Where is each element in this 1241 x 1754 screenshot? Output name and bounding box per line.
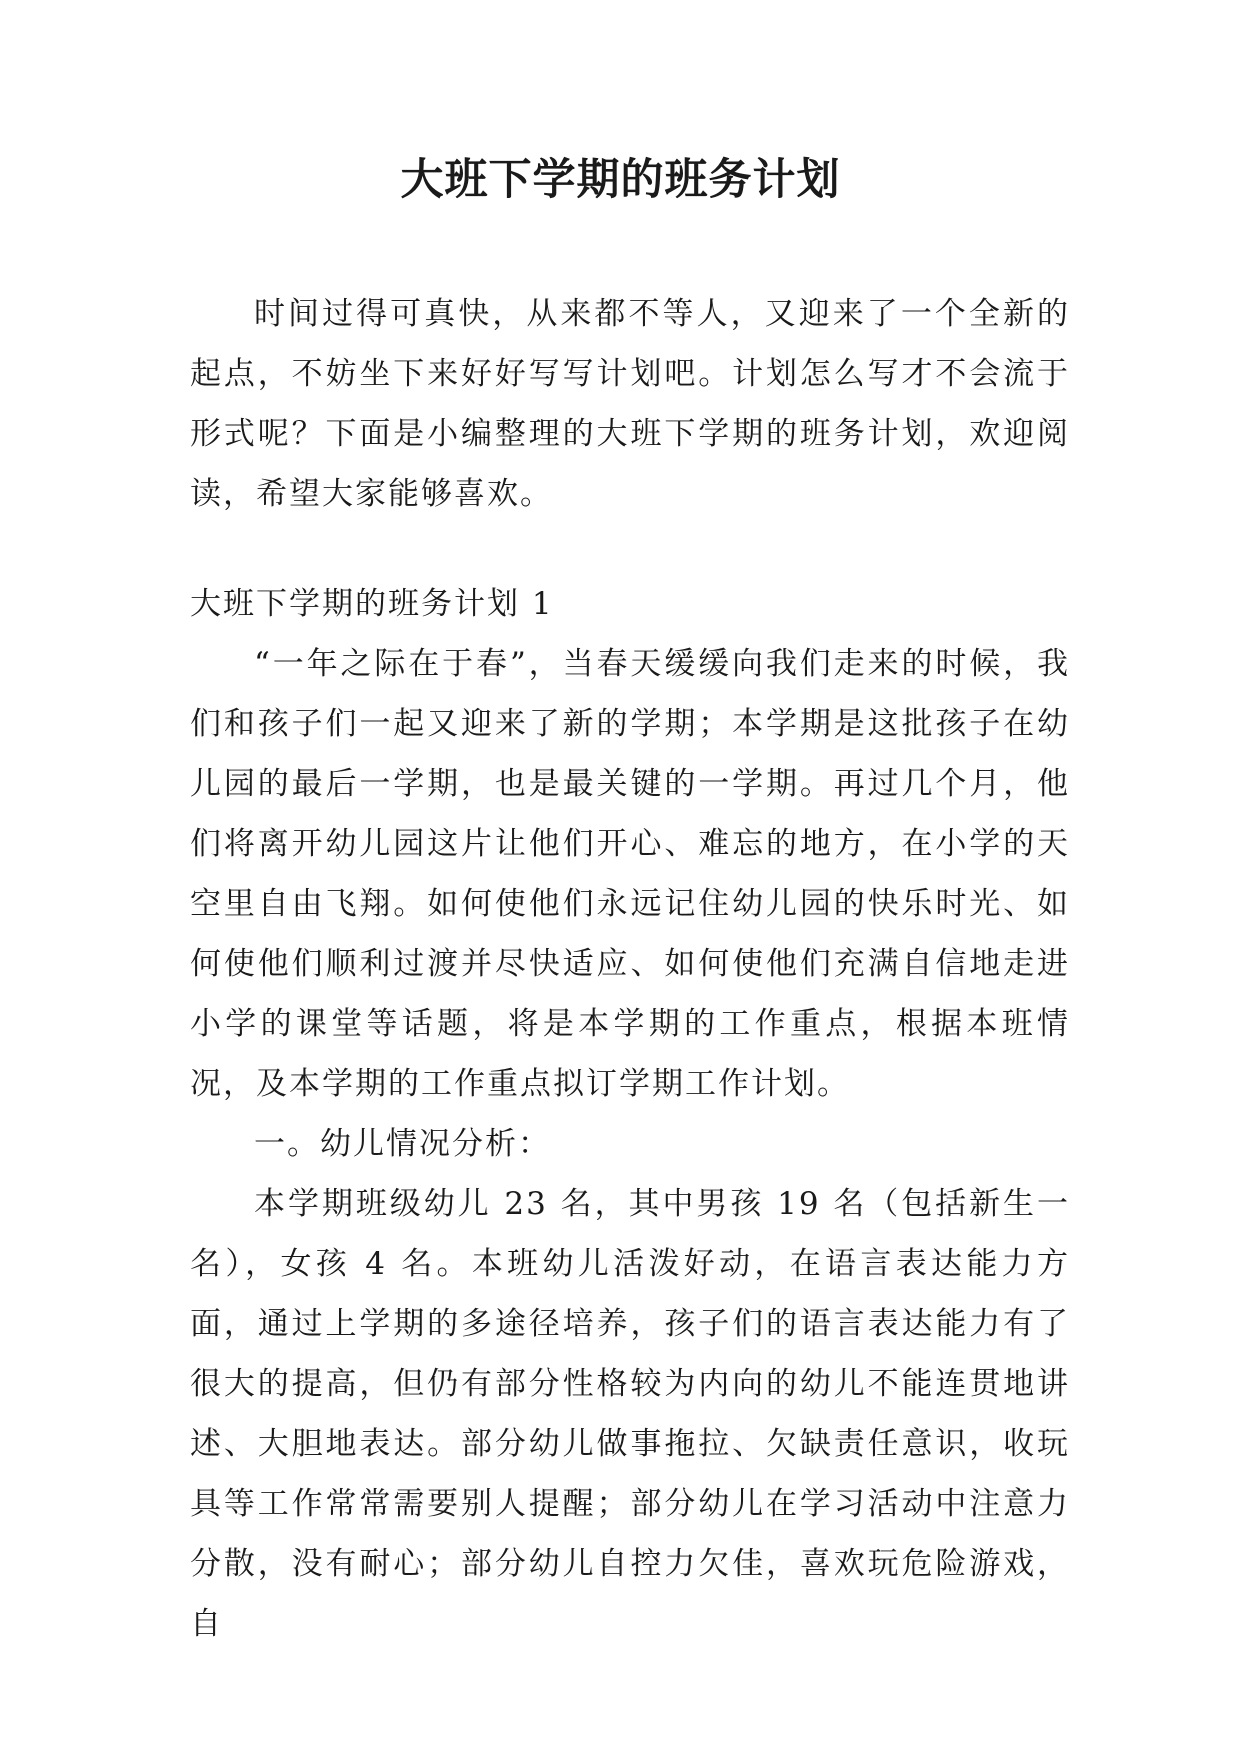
intro-paragraph: 时间过得可真快，从来都不等人，又迎来了一个全新的起点，不妨坐下来好好写写计划吧。计划怎么写才不会流于形式呢？下面是小编整理的大班下学期的班务计划，欢迎阅读，希望大家能够喜欢。 — [190, 296, 1070, 512]
section-paragraph: “一年之际在于春”，当春天缓缓向我们走来的时候，我们和孩子们一起又迎来了新的学期；本学期是这批孩子在幼儿园的最后一学期，也是最关键的一学期。再过几个月，他们将离开幼儿园这片让他们开心、难忘的地方，在小学的天空里自由飞翔。如何使他们永远记住幼儿园的快乐时光、如何使他们顺利过渡并尽快适应、如何使他们充满自信地走进小学的课堂等话题，将是本学期的工作重点，根据本班情况，及本学期的工作重点拟订学期工作计划。 — [190, 646, 1070, 1102]
document-title: 大班下学期的班务计划 — [400, 155, 841, 205]
section-1 — [190, 574, 1070, 1654]
intro-block — [190, 284, 1070, 524]
section-subheading: 一。幼儿情况分析： — [254, 1126, 551, 1162]
section-heading: 大班下学期的班务计划 1 — [190, 586, 554, 622]
section-paragraph: 本学期班级幼儿 23 名，其中男孩 19 名（包括新生一名），女孩 4 名。本班幼儿活泼好动，在语言表达能力方面，通过上学期的多途径培养，孩子们的语言表达能力有了很大的提高，但仍有部分性格较为内向的幼儿不能连贯地讲述、大胆地表达。部分幼儿做事拖拉、欠缺责任意识，收玩具等工作常常需要别人提醒；部分幼儿在学习活动中注意力分散，没有耐心；部分幼儿自控力欠佳，喜欢玩危险游戏，自 — [190, 1186, 1070, 1642]
